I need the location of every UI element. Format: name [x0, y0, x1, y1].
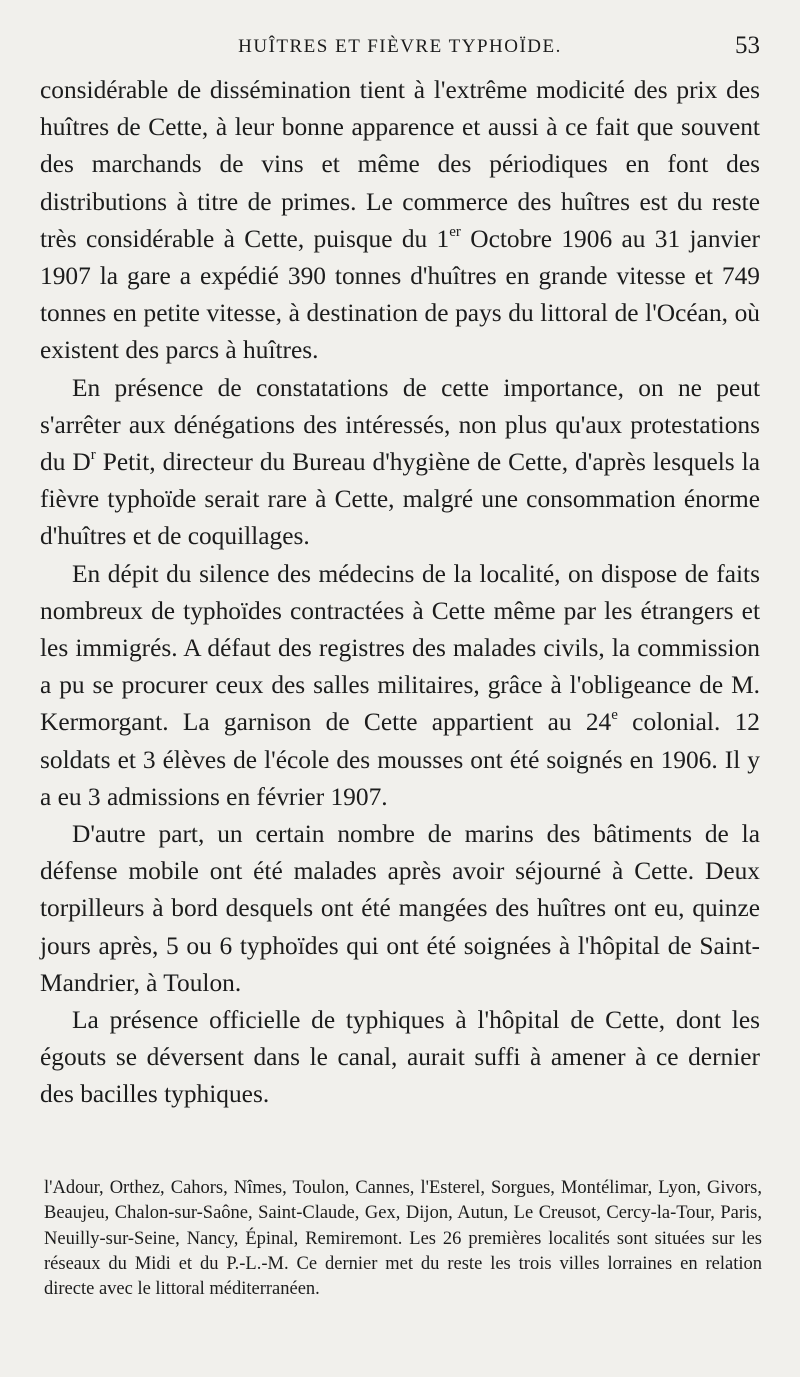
paragraph-2-superscript: r [90, 447, 96, 464]
paragraph-4 [40, 816, 760, 1002]
running-head [40, 30, 760, 64]
paragraph-3-text: En dépit du silence des médecins de la localité, on dispose de faits nombreux de typhoïdes contractées à Cette même par les étrangers et les immigrés. A défaut des registres des malades civils, la commission a pu se procurer ceux des salles militaires, grâce à l'obligeance de M. Kermorgant. La garnison de Cette appartient au 24 [40, 559, 760, 737]
body-text [40, 72, 760, 1114]
paragraph-1-superscript: er [449, 223, 461, 240]
paragraph-2 [40, 370, 760, 556]
paragraph-2-text-after: Petit, directeur du Bureau d'hygiène de Cette, d'après lesquels la fièvre typhoïde serait rare à Cette, malgré une consommation énorme d'huîtres et de coquillages. [40, 448, 760, 551]
page-number: 53 [735, 32, 760, 59]
paragraph-1-text-after: Octobre 1906 au 31 janvier 1907 la gare a expédié 390 tonnes d'huîtres en grande vitesse et 749 tonnes en petite vitesse, à destination de pays du littoral de l'Océan, où existent des parcs à huîtres. [40, 224, 760, 365]
footnote-text: l'Adour, Orthez, Cahors, Nîmes, Toulon, Cannes, l'Esterel, Sorgues, Montélimar, Lyon, Givors, Beaujeu, Chalon-sur-Saône, Saint-Claude, Gex, Dijon, Autun, Le Creusot, Cercy-la-Tour, Paris, Neuilly-sur-Seine, Nancy, Épinal, Remiremont. Les 26 premières localités sont situées sur les réseaux du Midi et du P.-L.-M. Ce dernier met du reste les trois villes lorraines en relation directe avec le littoral méditerranéen. [44, 1178, 762, 1300]
footnote [44, 1176, 762, 1302]
paragraph-1-text: considérable de dissémination tient à l'extrême modicité des prix des huîtres de Cette, à leur bonne apparence et aussi à ce fait que souvent des marchands de vins et même des périodiques en font des distributions à titre de primes. Le commerce des huîtres est du reste très considérable à Cette, puisque du 1 [40, 76, 760, 253]
paragraph-3-superscript: e [611, 707, 618, 724]
paragraph-5-text: La présence officielle de typhiques à l'hôpital de Cette, dont les égouts se déversent dans le canal, aurait suffi à amener à ce dernier des bacilles typhiques. [40, 1006, 760, 1109]
paragraph-1 [40, 72, 760, 370]
paragraph-2-text: En présence de constatations de cette importance, on ne peut s'arrêter aux dénégations des intéressés, non plus qu'aux protestations du D [40, 373, 760, 477]
paragraph-5 [40, 1002, 760, 1114]
paragraph-3 [40, 556, 760, 816]
paragraph-4-text: D'autre part, un certain nombre de marins des bâtiments de la défense mobile ont été malades après avoir séjourné à Cette. Deux torpilleurs à bord desquels ont été mangées des huîtres ont eu, quinze jours après, 5 ou 6 typhoïdes qui ont été soignées à l'hôpital de Saint-Mandrier, à Toulon. [40, 820, 760, 997]
paragraph-3-text-after: colonial. 12 soldats et 3 élèves de l'école des mousses ont été soignés en 1906. Il y a eu 3 admissions en février 1907. [40, 708, 760, 811]
running-title: HUÎTRES ET FIÈVRE TYPHOÏDE. [238, 36, 562, 57]
